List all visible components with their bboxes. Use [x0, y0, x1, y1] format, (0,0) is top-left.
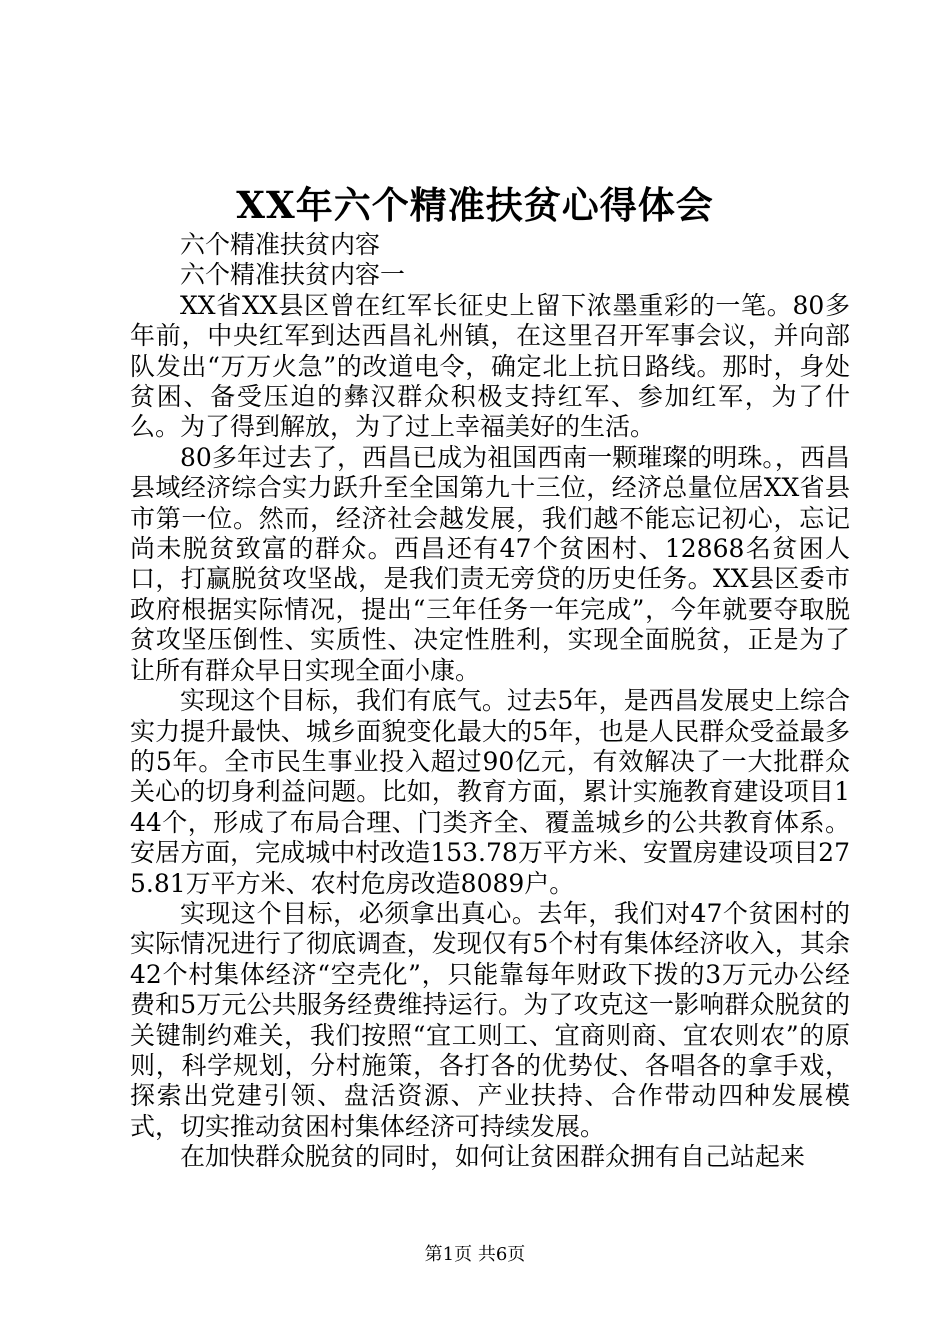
document-body [130, 230, 850, 1173]
page-number-footer: 第1页 共6页 [424, 1244, 526, 1265]
subsection-heading: 六个精准扶贫内容一 [180, 260, 406, 290]
body-paragraph: 80多年过去了，西昌已成为祖国西南一颗璀璨的明珠。，西昌县域经济综合实力跃升至全国第九十三位，经济总量位居XX省县市第一位。然而，经济社会越发展，我们越不能忘记初心，忘记尚未脱贫致富的群众。西昌还有47个贫困村、12868名贫困人口，打赢脱贫攻坚战，是我们责无旁贷的历史任务。XX县区委市政府根据实际情况，提出“三年任务一年完成”，今年就要夺取脱贫攻坚压倒性、实质性、决定性胜利，实现全面脱贫，正是为了让所有群众早日实现全面小康。 [130, 442, 850, 685]
body-paragraph: 实现这个目标，必须拿出真心。去年，我们对47个贫困村的实际情况进行了彻底调查，发现仅有5个村有集体经济收入，其余42个村集体经济“空壳化”，只能靠每年财政下拨的3万元办公经费和5万元公共服务经费维持运行。为了攻克这一影响群众脱贫的关键制约难关，我们按照“宜工则工、宜商则商、宜农则农”的原则，科学规划，分村施策，各打各的优势仗、各唱各的拿手戏，探索出党建引领、盘活资源、产业扶持、合作带动四种发展模式，切实推动贫困村集体经济可持续发展。 [130, 898, 850, 1141]
body-paragraph: 实现这个目标，我们有底气。过去5年，是西昌发展史上综合实力提升最快、城乡面貌变化最大的5年，也是人民群众受益最多的5年。全市民生事业投入超过90亿元，有效解决了一大批群众关心的切身利益问题。比如，教育方面，累计实施教育建设项目144个，形成了布局合理、门类齐全、覆盖城乡的公共教育体系。安居方面，完成城中村改造153.78万平方米、安置房建设项目275.81万平方米、农村危房改造8089户。 [130, 686, 850, 898]
body-paragraph: XX省XX县区曾在红军长征史上留下浓墨重彩的一笔。80多年前，中央红军到达西昌礼州镇，在这里召开军事会议，并向部队发出“万万火急”的改道电令，确定北上抗日路线。那时，身处贫困、备受压迫的彝汉群众积极支持红军、参加红军，为了什么。为了得到解放，为了过上幸福美好的生活。 [130, 290, 850, 442]
document-title: XX年六个精准扶贫心得体会 [236, 183, 714, 227]
section-heading: 六个精准扶贫内容 [180, 230, 381, 259]
body-paragraph: 在加快群众脱贫的同时，如何让贫困群众拥有自己站起来 [180, 1142, 806, 1172]
